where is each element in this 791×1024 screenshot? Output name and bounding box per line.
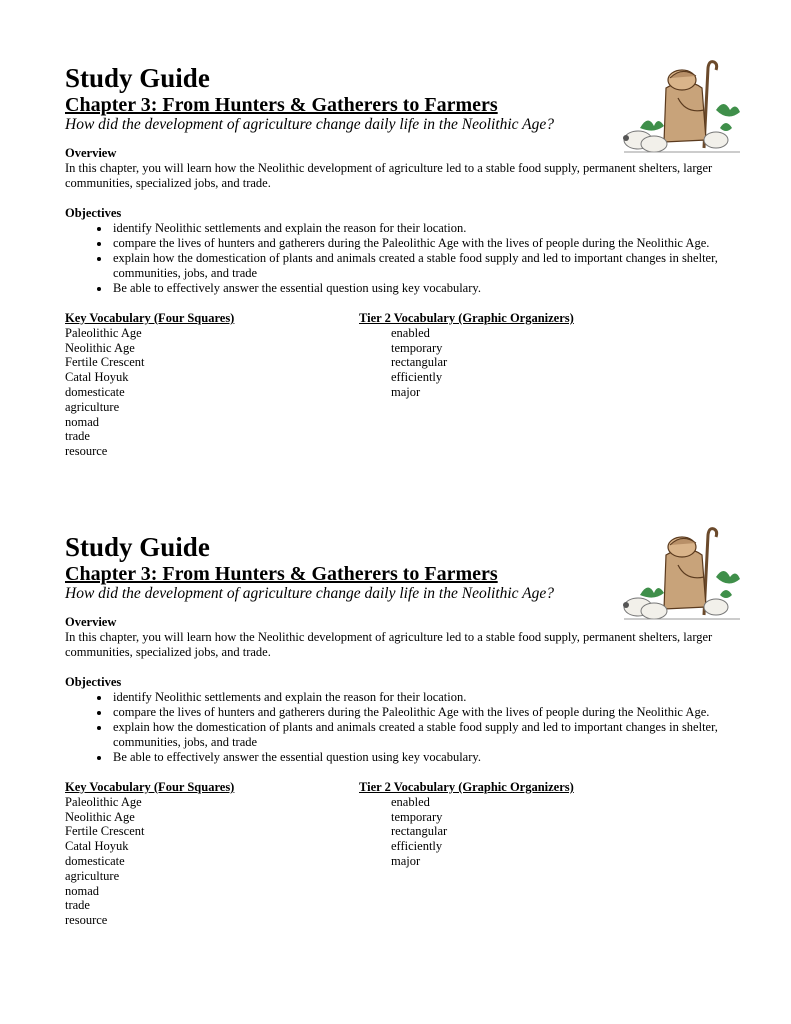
vocab-term: domesticate <box>65 853 125 868</box>
key-vocabulary-column <box>65 780 234 928</box>
page-title: Study Guide <box>65 532 210 562</box>
key-vocabulary-heading: Key Vocabulary (Four Squares) <box>65 311 235 325</box>
essential-question: How did the development of agriculture change daily life in the Neolithic Age? <box>65 585 555 602</box>
tier2-term: temporary <box>391 809 443 824</box>
objectives-label: Objectives <box>65 206 122 220</box>
vocab-term: Catal Hoyuk <box>65 370 129 385</box>
vocab-term: agriculture <box>65 868 120 883</box>
vocab-term: Catal Hoyuk <box>65 839 129 854</box>
page-title: Study Guide <box>65 63 210 93</box>
tier2-term: rectangular <box>391 824 448 839</box>
objective-item: • compare the lives of hunters and gatherers during the Paleolithic Age with the lives of people during the Neolithic Age. <box>111 705 745 720</box>
vocab-term: agriculture <box>65 399 120 414</box>
tier2-term: major <box>391 384 421 399</box>
tier2-list <box>359 326 574 400</box>
chapter-heading: Chapter 3: From Hunters & Gatherers to Farmers <box>65 94 498 116</box>
tier2-term: efficiently <box>391 839 443 854</box>
vocab-term: resource <box>65 913 108 928</box>
key-vocabulary-heading: Key Vocabulary (Four Squares) <box>65 780 235 794</box>
objectives-list <box>65 690 745 765</box>
vocab-term: Neolithic Age <box>65 340 135 355</box>
vocab-term: resource <box>65 444 108 459</box>
vocab-term: nomad <box>65 414 100 429</box>
objective-item: • compare the lives of hunters and gatherers during the Paleolithic Age with the lives of people during the Neolithic Age. <box>111 236 745 251</box>
vocabulary-block <box>65 780 745 928</box>
key-vocabulary-column <box>65 311 234 459</box>
objectives-label: Objectives <box>65 675 122 689</box>
overview-text: In this chapter, you will learn how the Neolithic development of agriculture led to a stable food supply, permanent shelters, larger communities, specialized jobs, and trade. <box>65 161 713 190</box>
vocab-term: Paleolithic Age <box>65 794 142 809</box>
tier2-term: rectangular <box>391 355 448 370</box>
objectives-list <box>65 221 745 296</box>
farmer-with-sheep-illustration <box>620 525 744 621</box>
tier2-term: enabled <box>391 794 430 809</box>
vocab-term: Fertile Crescent <box>65 824 145 839</box>
overview-text: In this chapter, you will learn how the Neolithic development of agriculture led to a stable food supply, permanent shelters, larger communities, specialized jobs, and trade. <box>65 630 713 659</box>
chapter-heading: Chapter 3: From Hunters & Gatherers to Farmers <box>65 563 498 585</box>
tier2-term: major <box>391 853 421 868</box>
objective-item: • identify Neolithic settlements and explain the reason for their location. <box>111 221 745 236</box>
overview-label: Overview <box>65 615 117 629</box>
tier2-vocabulary-column <box>359 311 574 400</box>
tier2-term: efficiently <box>391 370 443 385</box>
tier2-vocabulary-heading: Tier 2 Vocabulary (Graphic Organizers) <box>359 780 574 794</box>
vocab-term: Paleolithic Age <box>65 325 142 340</box>
tier2-term: enabled <box>391 325 430 340</box>
tier2-term: temporary <box>391 340 443 355</box>
tier2-list <box>359 795 574 869</box>
objective-item: • Be able to effectively answer the essential question using key vocabulary. <box>111 750 745 765</box>
tier2-vocabulary-column <box>359 780 574 869</box>
tier2-vocabulary-heading: Tier 2 Vocabulary (Graphic Organizers) <box>359 311 574 325</box>
objective-item: • identify Neolithic settlements and explain the reason for their location. <box>111 690 745 705</box>
objective-item: • Be able to effectively answer the essential question using key vocabulary. <box>111 281 745 296</box>
vocab-term: trade <box>65 429 90 444</box>
objective-item: • explain how the domestication of plants and animals created a stable food supply and led to important changes in shelter, communities, jobs, and trade <box>111 251 745 281</box>
essential-question: How did the development of agriculture change daily life in the Neolithic Age? <box>65 116 555 133</box>
vocab-term: nomad <box>65 883 100 898</box>
overview-label: Overview <box>65 146 117 160</box>
vocabulary-block <box>65 311 745 459</box>
vocab-term: domesticate <box>65 384 125 399</box>
vocab-term: Neolithic Age <box>65 809 135 824</box>
vocab-term: trade <box>65 898 90 913</box>
objective-item: • explain how the domestication of plants and animals created a stable food supply and led to important changes in shelter, communities, jobs, and trade <box>111 720 745 750</box>
farmer-with-sheep-illustration <box>620 58 744 154</box>
vocab-term: Fertile Crescent <box>65 355 145 370</box>
